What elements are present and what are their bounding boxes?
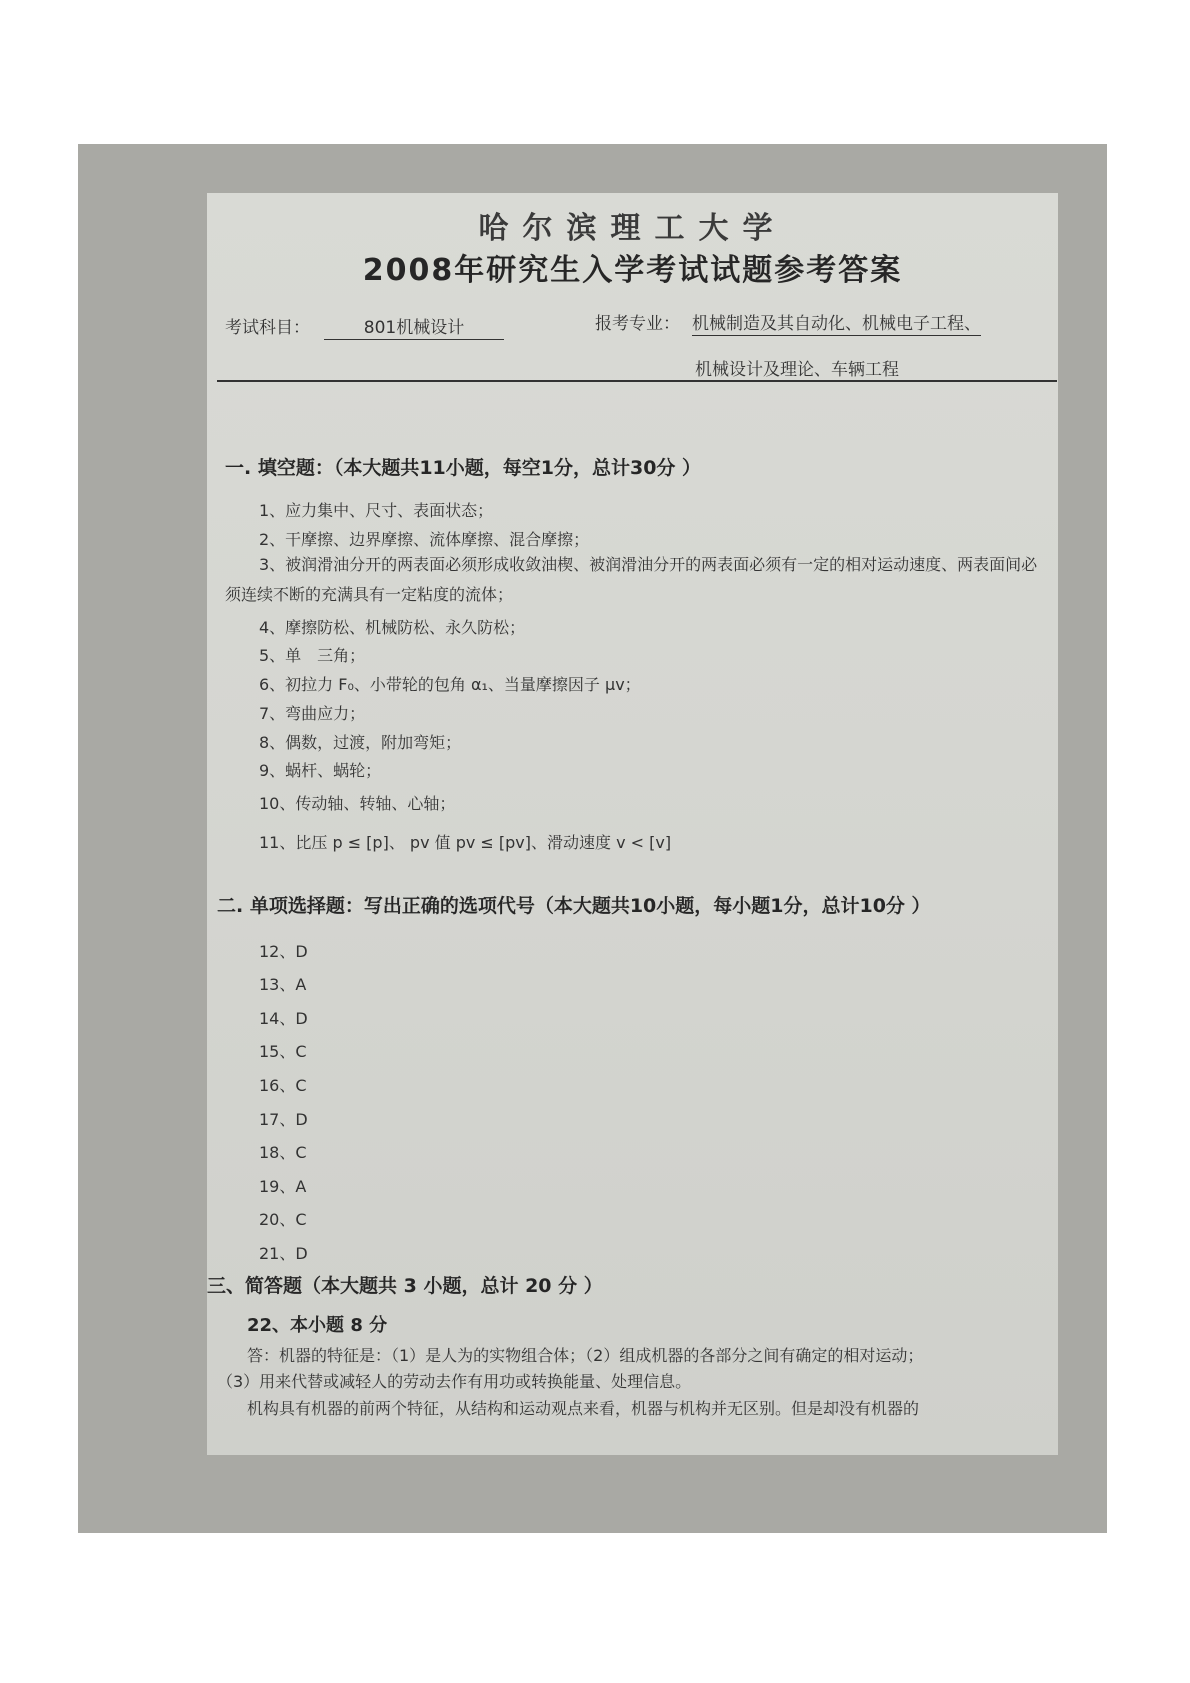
section-2-title: 二. 单项选择题：写出正确的选项代号（本大题共10小题，每小题1分，总计10分 ） (217, 895, 931, 917)
fill-item-7: 7、弯曲应力； (259, 704, 366, 723)
choice-answer-15: 15、C (259, 1042, 307, 1061)
choice-answer-16: 16、C (259, 1076, 307, 1095)
choice-answer-12: 12、D (259, 942, 308, 961)
question-22-answer-line-3: 机构具有机器的前两个特征，从结构和运动观点来看，机器与机构并无区别。但是却没有机器的 (247, 1399, 920, 1418)
subject-row (225, 313, 504, 340)
major-label: 报考专业： (595, 314, 680, 334)
major-line-2: 机械设计及理论、车辆工程 (695, 360, 899, 380)
fill-item-9: 9、蜗杆、蜗轮； (259, 761, 382, 780)
answer-sheet-page (207, 193, 1058, 1455)
choice-answer-19: 19、A (259, 1177, 307, 1196)
fill-item-8: 8、偶数，过渡，附加弯矩； (259, 733, 462, 752)
question-22-answer-line-1: 答：机器的特征是：（1）是人为的实物组合体；（2）组成机器的各部分之间有确定的相对运动； (247, 1346, 924, 1365)
header-divider (217, 380, 1057, 382)
fill-item-6: 6、初拉力 F₀、小带轮的包角 α₁、当量摩擦因子 μv； (259, 675, 641, 694)
fill-item-1: 1、应力集中、尺寸、表面状态； (259, 501, 494, 520)
choice-answer-18: 18、C (259, 1143, 307, 1162)
subject-label: 考试科目： (225, 318, 310, 338)
fill-item-3: 3、被润滑油分开的两表面必须形成收敛油楔、被润滑油分开的两表面必须有一定的相对运动速度、两表面间必须连续不断的充满具有一定粘度的流体； (225, 555, 1038, 604)
choice-answer-20: 20、C (259, 1210, 307, 1229)
fill-item-11: 11、比压 p ≤ [p]、 pv 值 pv ≤ [pv]、滑动速度 v < [v] (259, 833, 672, 852)
section-1-title: 一. 填空题：（本大题共11小题，每空1分，总计30分 ） (225, 457, 702, 479)
fill-item-2: 2、干摩擦、边界摩擦、流体摩擦、混合摩擦； (259, 530, 590, 549)
choice-answer-14: 14、D (259, 1009, 308, 1028)
subject-value: 801机械设计 (324, 313, 504, 340)
fill-item-5: 5、单 三角； (259, 646, 366, 665)
fill-item-10: 10、传动轴、转轴、心轴； (259, 794, 456, 813)
section-3-title: 三、简答题（本大题共 3 小题，总计 20 分 ） (207, 1275, 603, 1297)
major-line-1: 机械制造及其自动化、机械电子工程、 (692, 309, 981, 336)
choice-answer-13: 13、A (259, 975, 307, 994)
question-22-title: 22、本小题 8 分 (247, 1315, 388, 1336)
question-22-answer-line-2: （3）用来代替或减轻人的劳动去作有用功或转换能量、处理信息。 (217, 1372, 692, 1391)
exam-title: 2008年研究生入学考试试题参考答案 (362, 253, 903, 288)
fill-item-4: 4、摩擦防松、机械防松、永久防松； (259, 618, 526, 637)
choice-answer-21: 21、D (259, 1244, 308, 1263)
university-name: 哈尔滨理工大学 (478, 211, 787, 246)
choice-answer-17: 17、D (259, 1110, 308, 1129)
